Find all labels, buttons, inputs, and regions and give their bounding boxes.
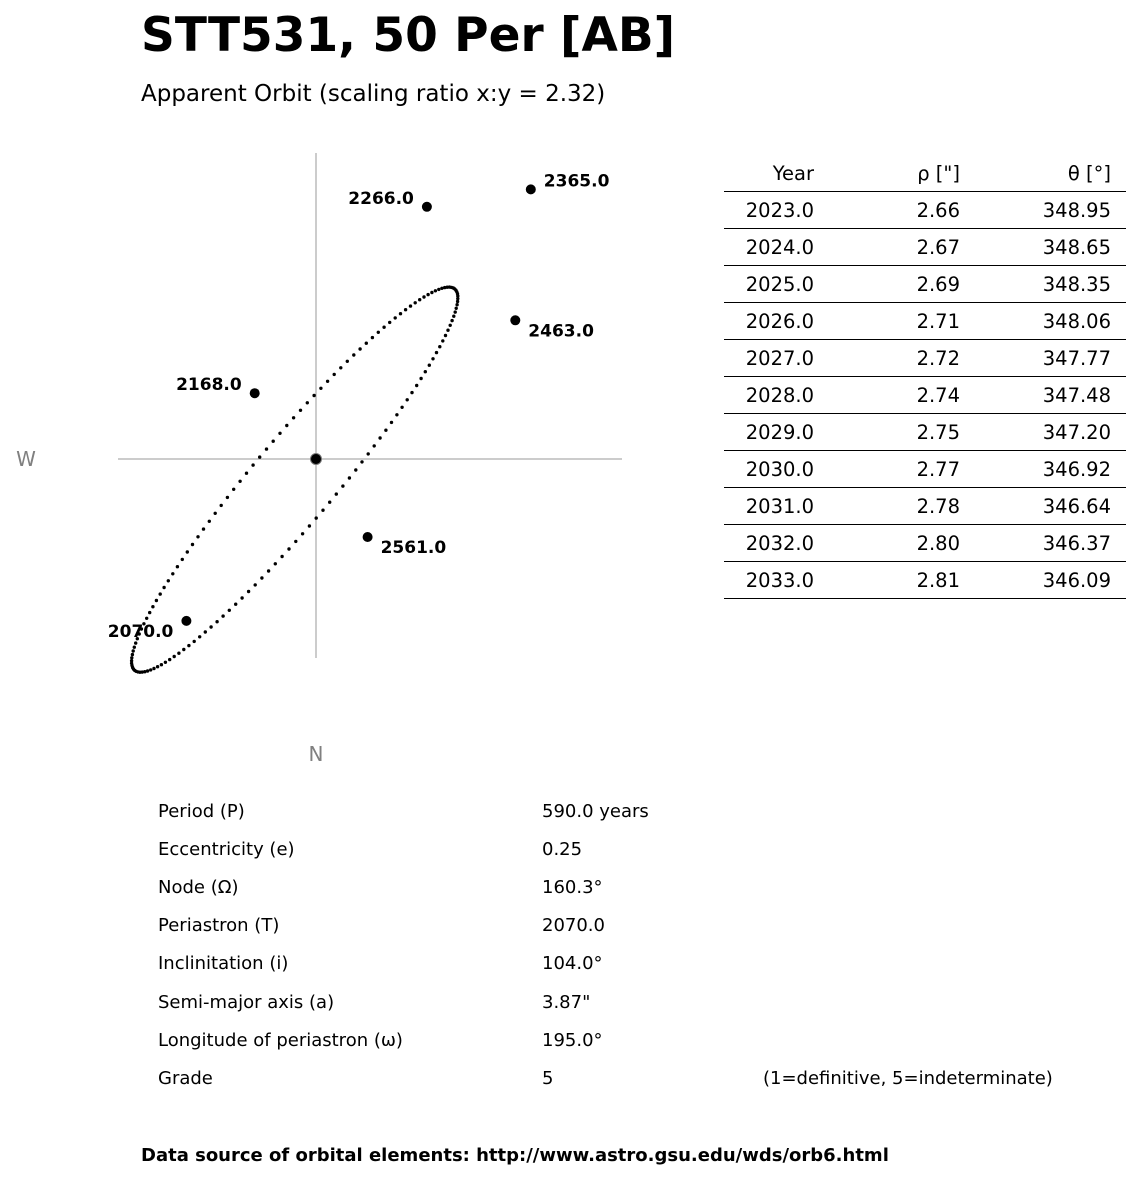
orbit-dot	[299, 409, 302, 412]
orbit-dot	[156, 665, 159, 668]
orbit-dot	[341, 484, 344, 487]
orbit-dot	[151, 605, 154, 608]
orbit-dot	[152, 667, 155, 670]
orbit-dot	[287, 547, 290, 550]
epoch-label: 2463.0	[528, 321, 594, 342]
orbit-dot	[226, 496, 229, 499]
orbit-dot	[267, 569, 270, 572]
orbit-dot	[148, 611, 151, 614]
ephemeris-year: 2026.0	[724, 303, 814, 340]
element-value: 0.25	[542, 839, 583, 861]
ephemeris-row	[724, 451, 1126, 488]
element-label: Periastron (T)	[158, 915, 280, 937]
ephemeris-rho: 2.66	[814, 192, 960, 229]
orbit-dot	[202, 527, 205, 530]
ephemeris-year: 2024.0	[724, 229, 814, 266]
orbit-dot	[155, 599, 158, 602]
orbit-dot	[326, 380, 329, 383]
orbit-dot	[360, 460, 363, 463]
epoch-label: 2365.0	[543, 171, 610, 192]
column-spacer	[1111, 229, 1126, 266]
orbit-dot	[187, 644, 190, 647]
orbit-path	[130, 285, 460, 674]
orbit-dot	[414, 301, 417, 304]
ephemeris-rho: 2.75	[814, 414, 960, 451]
orbit-dot	[410, 391, 413, 394]
column-spacer	[1111, 192, 1126, 229]
ephemeris-header-row	[724, 155, 1126, 192]
orbit-dot	[162, 586, 165, 589]
orbit-dot	[260, 576, 263, 579]
orbit-dot	[390, 421, 393, 424]
orbit-dot	[446, 329, 449, 332]
element-value: 104.0°	[542, 953, 603, 975]
epoch-label: 2168.0	[176, 375, 242, 396]
orbit-dot	[265, 447, 268, 450]
orbit-dot	[384, 429, 387, 432]
north-axis-label: N	[308, 742, 324, 766]
orbit-dot	[306, 401, 309, 404]
ephemeris-row	[724, 414, 1126, 451]
orbit-dot	[214, 512, 217, 515]
ephemeris-theta: 347.20	[960, 414, 1111, 451]
element-label: Semi-major axis (a)	[158, 991, 335, 1013]
epoch-marker	[250, 388, 260, 398]
column-spacer	[1111, 525, 1126, 562]
orbit-dot	[181, 558, 184, 561]
orbit-dot	[308, 524, 311, 527]
orbit-dot	[452, 315, 455, 318]
orbit-dot	[352, 353, 355, 356]
column-spacer	[1111, 340, 1126, 377]
orbit-dot	[454, 289, 457, 292]
ephemeris-year: 2025.0	[724, 266, 814, 303]
orbit-dot	[415, 384, 418, 387]
ephemeris-year: 2033.0	[724, 562, 814, 599]
ephemeris-rho: 2.71	[814, 303, 960, 340]
ephemeris-row	[724, 266, 1126, 303]
element-label: Longitude of periastron (ω)	[158, 1029, 403, 1051]
orbit-dot	[354, 468, 357, 471]
orbit-dot	[258, 455, 261, 458]
ephemeris-year: 2023.0	[724, 192, 814, 229]
orbit-dot	[228, 609, 231, 612]
orbit-dot	[394, 316, 397, 319]
orbit-dot	[441, 339, 444, 342]
orbit-dot	[444, 334, 447, 337]
orbit-dot	[382, 326, 385, 329]
orbit-dot	[373, 444, 376, 447]
orbit-dot	[133, 646, 136, 649]
ephemeris-row	[724, 340, 1126, 377]
epoch-marker	[422, 202, 432, 212]
orbit-dot	[406, 398, 409, 401]
orbit-dot	[204, 630, 207, 633]
orbit-dot	[449, 324, 452, 327]
orbit-dot	[424, 370, 427, 373]
element-label: Period (P)	[158, 801, 245, 822]
element-label: Inclinitation (i)	[158, 953, 289, 975]
orbit-dot	[435, 351, 438, 354]
orbit-dot	[285, 424, 288, 427]
orbit-dot	[132, 649, 135, 652]
orbit-dot	[365, 342, 368, 345]
ephemeris-row	[724, 525, 1126, 562]
orbit-dot	[321, 509, 324, 512]
orbit-dot	[278, 432, 281, 435]
orbit-chart	[0, 0, 700, 780]
orbit-dot	[333, 373, 336, 376]
epoch-label: 2561.0	[380, 538, 447, 558]
orbit-dot	[431, 357, 434, 360]
orbit-dot	[377, 331, 380, 334]
orbit-dot	[454, 310, 457, 313]
orbit-dot	[428, 364, 431, 367]
orbit-dot	[274, 562, 277, 565]
column-spacer	[1111, 155, 1126, 192]
ephemeris-rho: 2.80	[814, 525, 960, 562]
orbit-dot	[167, 579, 170, 582]
orbit-dot	[400, 406, 403, 409]
orbit-dot	[371, 336, 374, 339]
orbit-dot	[234, 603, 237, 606]
orbit-dot	[191, 543, 194, 546]
orbit-dot	[339, 366, 342, 369]
orbit-dot	[346, 360, 349, 363]
orbit-dot	[335, 492, 338, 495]
element-label: Eccentricity (e)	[158, 839, 295, 861]
grade-note: (1=definitive, 5=indeterminate)	[763, 1068, 1053, 1089]
element-label: Node (Ω)	[158, 877, 239, 899]
ephemeris-rho: 2.81	[814, 562, 960, 599]
orbit-dot	[240, 596, 243, 599]
orbit-dot	[209, 625, 212, 628]
orbit-dot	[301, 532, 304, 535]
orbit-dot	[319, 387, 322, 390]
orbit-dot	[367, 452, 370, 455]
orbit-dot	[134, 641, 137, 644]
orbit-dot	[292, 416, 295, 419]
orbit-dot	[312, 394, 315, 397]
ephemeris-year: 2029.0	[724, 414, 814, 451]
orbit-dot	[251, 463, 254, 466]
element-value: 160.3°	[542, 877, 603, 899]
orbit-dot	[378, 436, 381, 439]
epoch-marker	[363, 532, 373, 542]
orbit-dot	[440, 287, 443, 290]
orbit-dot	[455, 307, 458, 310]
column-header-year: Year	[724, 155, 814, 192]
ephemeris-theta: 346.64	[960, 488, 1111, 525]
orbit-dot	[418, 298, 421, 301]
orbit-dot	[159, 592, 162, 595]
column-spacer	[1111, 377, 1126, 414]
ephemeris-rho: 2.78	[814, 488, 960, 525]
orbit-dot	[438, 345, 441, 348]
orbit-dot	[404, 308, 407, 311]
ephemeris-row	[724, 562, 1126, 599]
orbit-dot	[196, 535, 199, 538]
ephemeris-year: 2030.0	[724, 451, 814, 488]
ephemeris-body	[724, 192, 1126, 599]
column-spacer	[1111, 303, 1126, 340]
orbit-dot	[171, 572, 174, 575]
orbit-dot	[164, 661, 167, 664]
ephemeris-row	[724, 377, 1126, 414]
orbit-dot	[294, 540, 297, 543]
ephemeris-row	[724, 192, 1126, 229]
orbit-dot	[395, 413, 398, 416]
column-spacer	[1111, 562, 1126, 599]
ephemeris-theta: 348.35	[960, 266, 1111, 303]
orbit-dot	[245, 472, 248, 475]
column-spacer	[1111, 451, 1126, 488]
orbit-dot	[450, 319, 453, 322]
orbit-dot	[409, 304, 412, 307]
orbit-dot	[272, 440, 275, 443]
orbit-dot	[422, 295, 425, 298]
orbit-dot	[315, 516, 318, 519]
orbit-dot	[208, 520, 211, 523]
orbit-dot	[186, 550, 189, 553]
ephemeris-theta: 348.65	[960, 229, 1111, 266]
orbit-dot	[280, 555, 283, 558]
orbit-dot	[430, 291, 433, 294]
orbit-dot	[388, 321, 391, 324]
column-header-rho: ρ ["]	[814, 155, 960, 192]
column-spacer	[1111, 266, 1126, 303]
ephemeris-table	[724, 155, 1126, 599]
orbit-dot	[437, 288, 440, 291]
epoch-label: 2070.0	[107, 621, 174, 642]
orbit-dot	[149, 668, 152, 671]
column-spacer	[1111, 488, 1126, 525]
ephemeris-theta: 346.92	[960, 451, 1111, 488]
element-value: 590.0 years	[542, 801, 649, 822]
west-axis-label: W	[16, 447, 36, 471]
epoch-markers	[108, 171, 610, 642]
ephemeris-year: 2032.0	[724, 525, 814, 562]
orbit-dot	[168, 658, 171, 661]
chart-subtitle: Apparent Orbit (scaling ratio x:y = 2.32)	[141, 81, 606, 107]
orbit-dot	[426, 293, 429, 296]
element-value: 195.0°	[542, 1029, 603, 1051]
orbit-dot	[160, 663, 163, 666]
data-source-footer: Data source of orbital elements: http://www.astro.gsu.edu/wds/orb6.html	[141, 1145, 889, 1166]
orbit-dot	[177, 652, 180, 655]
epoch-marker	[526, 184, 536, 194]
orbit-dot	[434, 289, 437, 292]
orbit-dot	[221, 614, 224, 617]
element-value: 3.87"	[542, 991, 591, 1013]
orbit-dot	[182, 648, 185, 651]
orbit-dot	[348, 476, 351, 479]
orbit-dot	[176, 565, 179, 568]
element-value: 5	[542, 1067, 554, 1089]
ephemeris-rho: 2.69	[814, 266, 960, 303]
ephemeris-year: 2028.0	[724, 377, 814, 414]
epoch-marker	[510, 315, 520, 325]
orbit-dot	[455, 303, 458, 306]
orbit-dot	[220, 504, 223, 507]
ephemeris-row	[724, 229, 1126, 266]
orbit-dot	[328, 501, 331, 504]
ephemeris-rho: 2.74	[814, 377, 960, 414]
ephemeris-row	[724, 303, 1126, 340]
ephemeris-year: 2031.0	[724, 488, 814, 525]
orbit-dot	[145, 617, 148, 620]
element-label: Grade	[158, 1067, 213, 1089]
ephemeris-year: 2027.0	[724, 340, 814, 377]
orbit-dot	[399, 312, 402, 315]
ephemeris-theta: 346.09	[960, 562, 1111, 599]
ephemeris-theta: 347.77	[960, 340, 1111, 377]
orbit-dot	[254, 583, 257, 586]
orbit-dot	[173, 655, 176, 658]
orbit-dot	[193, 640, 196, 643]
orbit-dot	[238, 480, 241, 483]
element-value: 2070.0	[542, 915, 605, 937]
orbit-dot	[419, 377, 422, 380]
column-spacer	[1111, 414, 1126, 451]
epoch-label: 2266.0	[348, 188, 414, 209]
page-title: STT531, 50 Per [AB]	[141, 8, 676, 63]
primary-star-marker	[311, 454, 322, 465]
epoch-marker	[181, 616, 191, 626]
orbit-dot	[358, 347, 361, 350]
ephemeris-theta: 346.37	[960, 525, 1111, 562]
orbit-dot	[146, 669, 149, 672]
ephemeris-rho: 2.67	[814, 229, 960, 266]
orbit-dot	[130, 656, 133, 659]
ephemeris-theta: 348.06	[960, 303, 1111, 340]
column-header-theta: θ [°]	[960, 155, 1111, 192]
orbit-dot	[131, 653, 134, 656]
ephemeris-rho: 2.77	[814, 451, 960, 488]
orbit-dot	[456, 300, 459, 303]
ephemeris-theta: 347.48	[960, 377, 1111, 414]
orbit-dot	[198, 635, 201, 638]
orbit-dot	[215, 620, 218, 623]
ephemeris-rho: 2.72	[814, 340, 960, 377]
orbit-dot	[232, 488, 235, 491]
orbit-dot	[247, 590, 250, 593]
ephemeris-row	[724, 488, 1126, 525]
ephemeris-theta: 348.95	[960, 192, 1111, 229]
